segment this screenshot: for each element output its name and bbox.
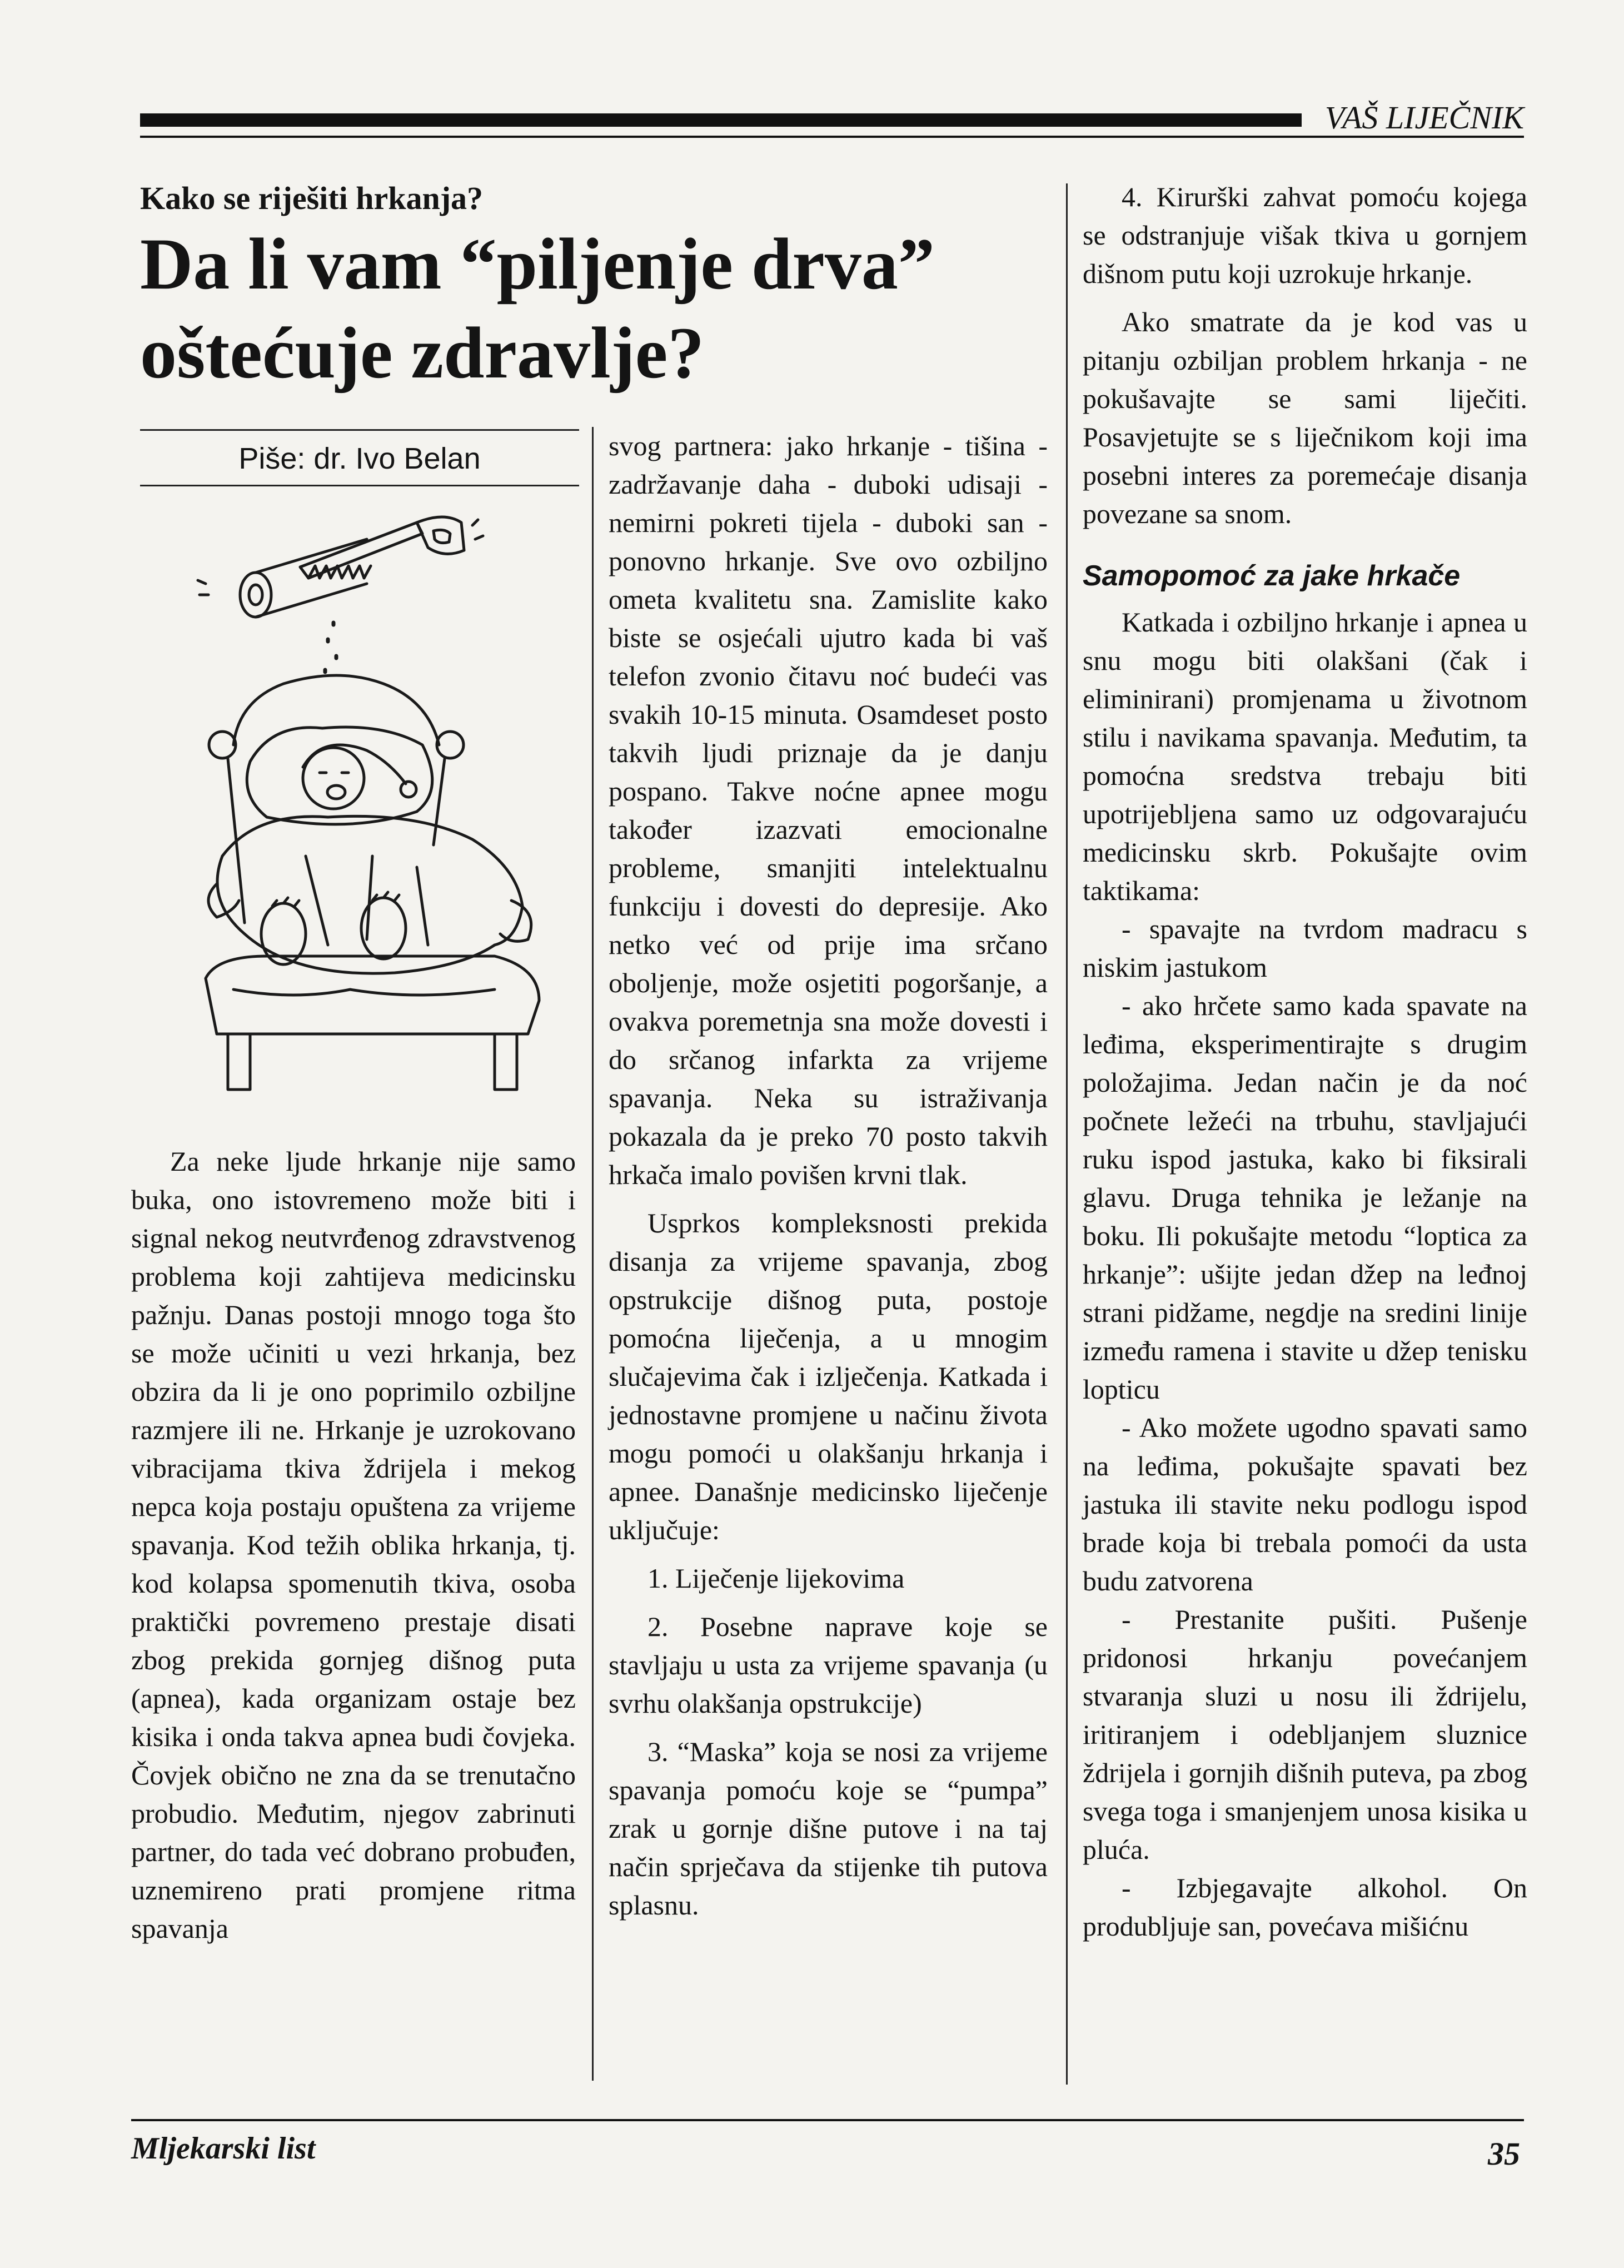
list-item: 2. Posebne naprave koje se stavljaju u usta za vrijeme spavanja (u svrhu olakšanja opstrukcije): [609, 1611, 1048, 1719]
list-item: 3. “Maska” koja se nosi za vrijeme spavanja pomoću koje se “pumpa” zrak u gornje dišne putove i na taj način sprječava da stijenke tih putova splasnu.: [609, 1736, 1048, 1921]
paragraph: Ako smatrate da je kod vas u pitanju ozbiljan problem hrkanja - ne pokušavajte se sami liječiti. Posavjetujte se s liječnikom koji ima posebni interes za poremećaje disanja povezane sa snom.: [1083, 306, 1527, 529]
byline-bottom-rule: [140, 485, 579, 486]
paragraph: svog partnera: jako hrkanje - tišina - zadržavanje daha - duboki udisaji - nemirni pokreti tijela - duboki san - ponovno hrkanje. Sve ovo ozbiljno ometa kvalitetu sna. Zamislite kako biste se osjećali ujutro kada bi vaš telefon zvonio čitavu noć budeći vas svakih 10-15 minuta. Osamdeset posto takvih ljudi priznaje da je danju pospano. Takve noćne apnee mogu također izazvati emocionalne probleme, smanjiti intelektualnu funkciju i dovesti do depresije. Ako netko već od prije ima srčano oboljenje, može osjetiti pogoršanje, a ovakva poremetnja sna može dovesti i do srčanog infarkta za vrijeme spavanja. Neka su istraživanja pokazala da je preko 70 posto takvih hrkača imalo povišen krvni tlak.: [609, 430, 1048, 1190]
list-item: - Prestanite pušiti. Pušenje pridonosi hrkanju povećanjem stvaranja sluzi u nosu ili ždrijelu, iritiranjem i odebljanjem sluznice ždrijela i gornjih dišnih puteva, pa zbog svega toga i smanjenjem unosa kisika u pluća.: [1083, 1604, 1527, 1865]
list-item: - Izbjegavajte alkohol. On produbljuje san, povećava mišićnu: [1083, 1872, 1527, 1942]
paragraph: Za neke ljude hrkanje nije samo buka, ono istovremeno može biti i signal nekog neutvrđenog zdravstvenog problema koji zahtijeva medicinsku pažnju. Danas postoji mnogo toga što se može učiniti u vezi hrkanja, bez obzira da li je ono poprimilo ozbiljne razmjere ili ne. Hrkanje je uzrokovano vibracijama tkiva ždrijela i mekog nepca koja postaju opuštena za vrijeme spavanja. Kod težih oblika hrkanja, tj. kod kolapsa spomenutih tkiva, osoba praktički povremeno prestaje disati zbog prekida gornjeg dišnog puta (apnea), kada organizam ostaje bez kisika i onda takva apnea budi čovjeka. Čovjek obično ne zna da se trenutačno probudio. Međutim, njegov zabrinuti partner, do tada već dobrano probuđen, uznemireno prati promjene ritma spavanja: [131, 1146, 576, 1944]
list-item: - Ako možete ugodno spavati samo na leđima, pokušajte spavati bez jastuka ili stavite neku podlogu ispod brade koja bi trebala pomoći da usta budu zatvorena: [1083, 1412, 1527, 1596]
column-divider-2: [1066, 183, 1068, 2085]
paragraph: Katkada i ozbiljno hrkanje i apnea u snu mogu biti olakšani (čak i eliminirani) promjenama u životnom stilu i navikama spavanja. Međutim, ta pomoćna sredstva trebaju biti upotrijebljena samo uz odgovarajuću medicinsku skrb. Pokušajte ovim taktikama:: [1083, 606, 1527, 906]
section-subheading: Samopomoć za jake hrkače: [1083, 560, 1461, 592]
article-column-3: [1083, 178, 1527, 2085]
publication-name: Mljekarski list: [131, 2131, 316, 2166]
list-item: - spavajte na tvrdom madracu s niskim jastukom: [1083, 913, 1527, 983]
byline-top-rule: [140, 429, 579, 431]
article-column-2: [609, 427, 1048, 2081]
section-label: VAŠ LIJEČNIK: [1324, 100, 1524, 136]
list-item: - ako hrčete samo kada spavate na leđima, eksperimentirajte s drugim položajima. Jedan način je da noć počnete ležeći na trbuhu, stavljajući ruku ispod jastuka, kako bi fiksirali glavu. Druga tehnika je ležanje na boku. Ili pokušajte metodu “loptica za hrkanje”: ušijte jedan džep na leđnoj strani pidžame, negdje na sredini linije između ramena i stavite u džep tenisku lopticu: [1083, 990, 1527, 1405]
page-number: 35: [1488, 2136, 1520, 2172]
list-item: 4. Kirurški zahvat pomoću kojega se odstranjuje višak tkiva u gornjem dišnom putu koji uzrokuje hrkanje.: [1083, 181, 1527, 289]
sleeping-snorer-sawing-log-illustration: [183, 500, 561, 1106]
footer-rule: [131, 2119, 1524, 2121]
header-thick-rule: [140, 113, 1302, 127]
article-kicker: Kako se riješiti hrkanja?: [140, 180, 484, 216]
article-column-1: [131, 1142, 576, 2082]
article-title: Da li vam “piljenje drva” oštećuje zdravlje?: [140, 223, 935, 394]
list-item: 1. Liječenje lijekovima: [647, 1563, 905, 1594]
byline: Piše: dr. Ivo Belan: [238, 442, 481, 475]
header-thin-rule: [140, 136, 1524, 138]
paragraph: Usprkos kompleksnosti prekida disanja za vrijeme spavanja, zbog opstrukcije dišnog puta, postoje pomoćna liječenja, a u mnogim slučajevima čak i izlječenja. Katkada i jednostavne promjene u načinu života mogu pomoći u olakšanju hrkanja i apnee. Današnje medicinsko liječenje uključuje:: [609, 1207, 1048, 1545]
column-divider-1: [592, 427, 594, 2081]
